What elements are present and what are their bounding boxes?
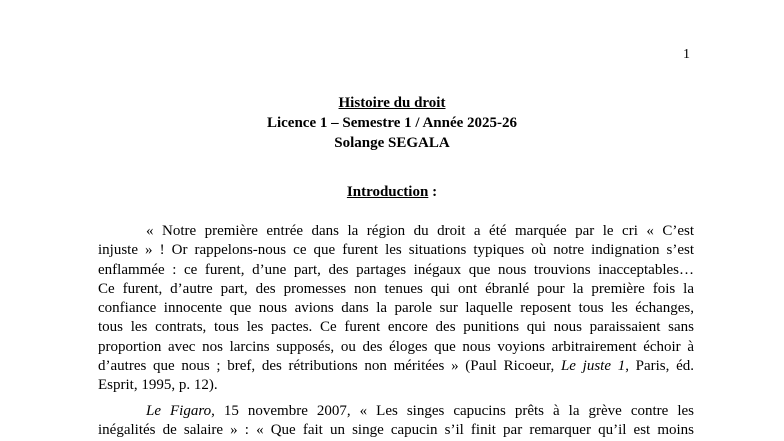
paragraph-line: inégalités de salaire » : « Que fait un singe capucin s’il finit par remarquer qu’il est moins [98, 422, 694, 439]
document-header [0, 93, 784, 153]
course-subtitle: Licence 1 – Semestre 1 / Année 2025-26 [266, 115, 518, 131]
author-name: Solange SEGALA [334, 135, 450, 151]
paragraph-line: injuste » ! Or rappelons-nous ce que furent les situations typiques où notre indignation s’est [98, 242, 694, 259]
section-heading-colon: : [428, 184, 438, 200]
paragraph-line: « Notre première entrée dans la région du droit a été marquée par le cri « C’est [146, 223, 694, 239]
paragraph-line [98, 357, 694, 376]
paragraph-line: confiance innocente que nous avions dans la parole sur laquelle reposent tous les échanges, [98, 300, 694, 317]
book-title: Le juste 1 [560, 358, 626, 375]
paragraph-line: proportion avec nos larcins supposés, ou des éloges que nous voyions arbitrairement échoir à [98, 338, 694, 355]
paragraph-text: , 15 novembre 2007, « Les singes capucins prêts à la grève contre les [211, 403, 694, 419]
paragraph-line: tous les contrats, tous les pactes. Ce furent encore des punitions qui nous paraissaient sans [98, 319, 694, 336]
paragraph-text: , Paris, éd. [625, 358, 694, 375]
paragraph-line: enflammée : ce furent, d’une part, des partages inégaux que nous trouvions inacceptables… [98, 261, 694, 278]
section-heading [0, 184, 784, 201]
newspaper-name: Le Figaro [146, 403, 212, 419]
paragraph-line: Esprit, 1995, p. 12). [98, 377, 218, 394]
news-paragraph [98, 402, 694, 441]
section-heading-text: Introduction [346, 184, 429, 200]
page-number: 1 [683, 47, 690, 62]
paragraph-line [98, 402, 694, 421]
paragraph-line: Ce furent, d’autre part, des promesses non tenues qui ont ébranlé pour la première fois la [98, 280, 694, 297]
paragraph-text: d’autres que nous ; bref, des rétributions non méritées » (Paul Ricoeur, [98, 358, 561, 375]
quote-paragraph [98, 222, 694, 396]
course-title: Histoire du droit [338, 95, 446, 111]
